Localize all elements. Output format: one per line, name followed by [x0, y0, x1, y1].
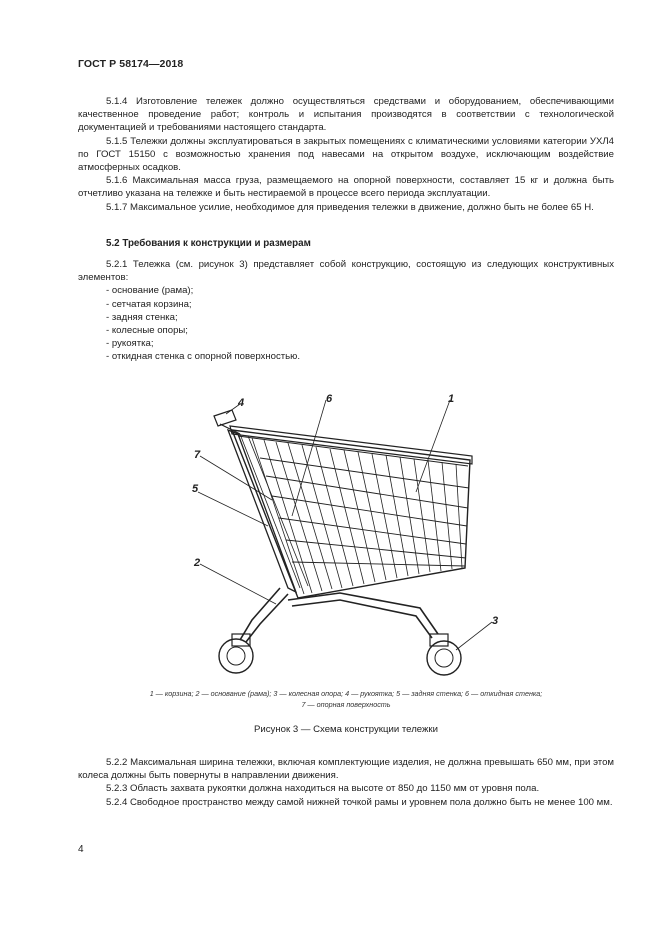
callout-6: 6 — [326, 393, 333, 405]
list-item: - колесные опоры; — [106, 325, 188, 337]
list-item: - сетчатая корзина; — [106, 298, 192, 310]
paragraph-5-2-4: 5.2.4 Свободное пространство между самой нижней точкой рамы и уровнем пола должно быть не менее 100 мм. — [106, 796, 613, 808]
list-item: - откидная стенка с опорной поверхностью. — [106, 351, 301, 363]
list-item: - основание (рама); — [106, 285, 194, 297]
paragraph-5-2-3: 5.2.3 Область захвата рукоятки должна находиться на высоте от 850 до 1150 мм от уровня пола. — [106, 783, 540, 795]
paragraph-5-2-2: 5.2.2 Максимальная ширина тележки, включая комплектующие изделия, не должна превышать 650 мм, при этом колеса должны быть повернуты в направлении движения. — [78, 757, 614, 782]
paragraph-5-2-1: 5.2.1 Тележка (см. рисунок 3) представляет собой конструкцию, состоящую из следующих конструктивных элементов: — [78, 259, 614, 284]
callout-7: 7 — [194, 449, 201, 461]
callout-5: 5 — [192, 483, 199, 495]
figure-legend-line-1: 1 — корзина; 2 — основание (рама); 3 — колесная опора; 4 — рукоятка; 5 — задняя стенка; 6 — откидная стенка; — [149, 689, 543, 698]
list-item: - рукоятка; — [106, 338, 154, 350]
document-code-header: ГОСТ Р 58174—2018 — [78, 58, 184, 70]
section-5-2-cont-text — [78, 756, 614, 809]
paragraph-5-1-4: 5.1.4 Изготовление тележек должно осуществляться средствами и оборудованием, обеспечивающими качественное проведение работ; контроль и испытания производятся в соответствии с технологической документацией и требованиями настоящего стандарта. — [78, 96, 614, 134]
section-5-2-title: 5.2 Требования к конструкции и размерам — [106, 238, 311, 249]
paragraph-5-1-5: 5.1.5 Тележки должны эксплуатироваться в закрытых помещениях с климатическими условиями категории УХЛ4 по ГОСТ 15150 с возможностью хранения под навесами на открытом воздухе, исключающим воздействие атмосферных осадков. — [78, 135, 614, 174]
callout-4: 4 — [238, 397, 245, 409]
paragraph-5-1-6: 5.1.6 Максимальная масса груза, размещаемого на опорной поверхности, составляет 15 кг и должна быть отчетливо указана на тележке и быть нестираемой в процессе всего периода эксплуатации. — [78, 175, 614, 200]
section-5-2-text — [78, 258, 614, 364]
paragraph-5-1-7: 5.1.7 Максимальное усилие, необходимое для приведения тележки в движение, должно быть не более 65 Н. — [106, 201, 594, 213]
elements-list — [78, 284, 614, 363]
page-number: 4 — [78, 844, 84, 855]
list-item: - задняя стенка; — [106, 311, 178, 323]
section-5-1-text — [78, 95, 614, 214]
callout-1: 1 — [448, 393, 455, 405]
figure-title: Рисунок 3 — Схема конструкции тележки — [254, 724, 438, 735]
cart-diagram — [180, 388, 510, 680]
callout-2: 2 — [194, 557, 201, 569]
callout-3: 3 — [492, 615, 499, 627]
figure-legend-line-2: 7 — опорная поверхность — [301, 700, 391, 709]
